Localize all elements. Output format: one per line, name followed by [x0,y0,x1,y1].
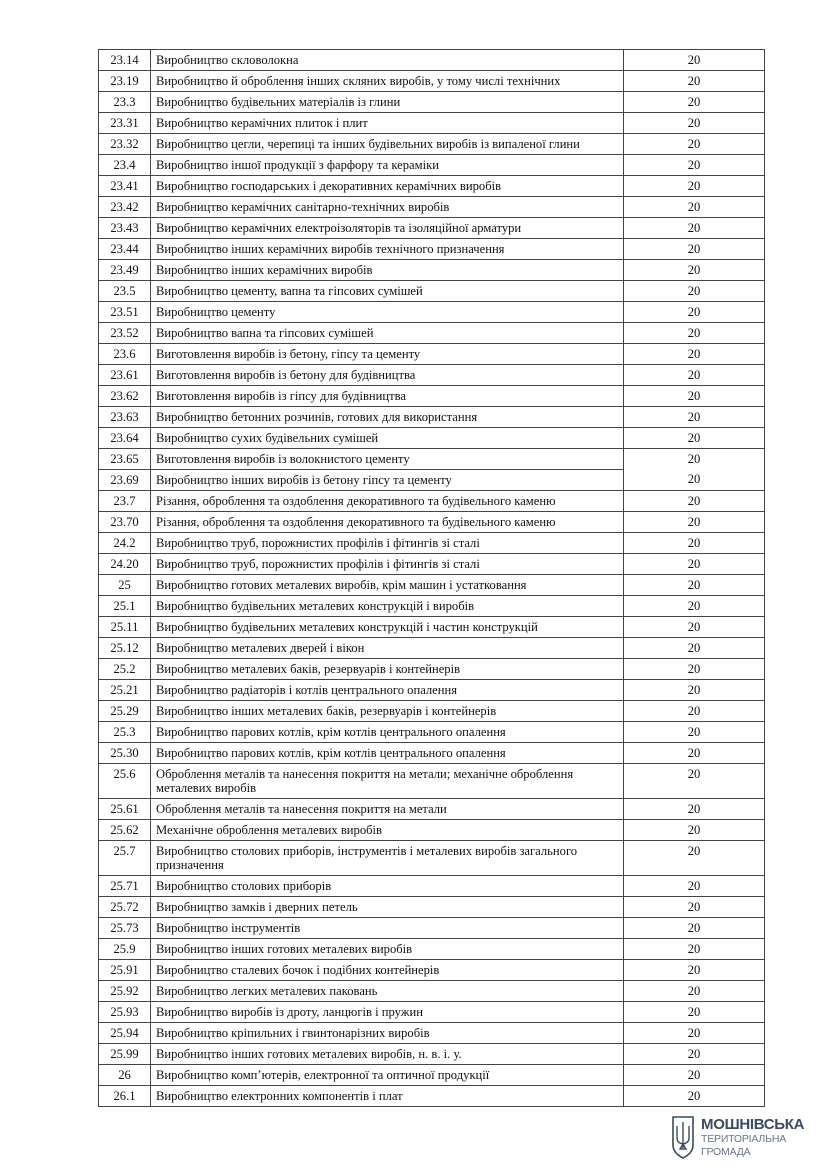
activity-name: Виробництво виробів із дроту, ланцюгів і пружин [151,1002,624,1023]
activity-name: Виробництво інших металевих баків, резервуарів і контейнерів [151,701,624,722]
activity-name: Виробництво металевих баків, резервуарів і контейнерів [151,659,624,680]
table-row [99,1086,765,1107]
table-row [99,659,765,680]
activity-name: Виробництво скловолокна [151,50,624,71]
table-row [99,897,765,918]
rate-value: 20 [624,1023,765,1044]
rate-value: 20 [624,218,765,239]
rate-value: 20 [624,386,765,407]
activity-code: 23.43 [99,218,151,239]
activity-code: 23.42 [99,197,151,218]
rate-value: 20 [624,659,765,680]
rate-value: 20 [624,260,765,281]
activity-code: 23.19 [99,71,151,92]
activity-code: 23.61 [99,365,151,386]
rate-value: 20 [624,722,765,743]
activity-code: 25.11 [99,617,151,638]
activity-name: Виробництво іншої продукції з фарфору та кераміки [151,155,624,176]
activity-code: 25.30 [99,743,151,764]
activity-name: Виробництво інших готових металевих виробів, н. в. і. у. [151,1044,624,1065]
table-row [99,743,765,764]
activity-code: 23.64 [99,428,151,449]
table-row [99,512,765,533]
rate-value: 20 [624,134,765,155]
rate-value: 20 [624,1086,765,1107]
table-row [99,50,765,71]
activity-rates-table [98,49,765,1107]
table-row [99,302,765,323]
activity-code: 25.92 [99,981,151,1002]
activity-name: Виготовлення виробів із волокнистого цементу [151,449,624,470]
table-row [99,533,765,554]
rate-value: 20 [624,92,765,113]
rate-value: 20 [624,176,765,197]
activity-name: Різання, оброблення та оздоблення декоративного та будівельного каменю [151,512,624,533]
activity-code: 25.21 [99,680,151,701]
activity-code: 25.1 [99,596,151,617]
logo-subtitle-1: ТЕРИТОРІАЛЬНА [701,1133,786,1145]
activity-name: Виробництво будівельних матеріалів із глини [151,92,624,113]
activity-name: Виробництво столових приборів [151,876,624,897]
activity-name: Виробництво легких металевих паковань [151,981,624,1002]
activity-code: 24.20 [99,554,151,575]
activity-name: Виробництво й оброблення інших скляних виробів, у тому числі технічних [151,71,624,92]
table-row [99,575,765,596]
rate-value: 20 [624,113,765,134]
activity-name: Виробництво керамічних санітарно-технічних виробів [151,197,624,218]
activity-code: 23.52 [99,323,151,344]
rate-value: 20 [624,617,765,638]
rate-value: 20 [624,554,765,575]
activity-code: 23.62 [99,386,151,407]
table-row [99,113,765,134]
activity-name: Виробництво бетонних розчинів, готових для використання [151,407,624,428]
rate-value: 20 [624,197,765,218]
activity-code: 25.94 [99,1023,151,1044]
activity-code: 23.70 [99,512,151,533]
activity-name: Оброблення металів та нанесення покриття на метали [151,799,624,820]
table-row [99,1044,765,1065]
table-row [99,281,765,302]
rate-value: 20 [624,897,765,918]
activity-code: 25.73 [99,918,151,939]
rate-value: 20 [687,472,701,486]
activity-code: 25.2 [99,659,151,680]
table-row [99,939,765,960]
activity-name: Виробництво будівельних металевих конструкцій і частин конструкцій [151,617,624,638]
table-row [99,701,765,722]
activity-name: Виготовлення виробів із бетону, гіпсу та цементу [151,344,624,365]
rate-value: 20 [624,918,765,939]
activity-name: Різання, оброблення та оздоблення декоративного та будівельного каменю [151,491,624,512]
activity-code: 25.99 [99,1044,151,1065]
activity-name: Виробництво цементу, вапна та гіпсових сумішей [151,281,624,302]
activity-code: 23.3 [99,92,151,113]
table-row [99,918,765,939]
activity-code: 23.44 [99,239,151,260]
rate-value: 20 [624,596,765,617]
activity-code: 25.29 [99,701,151,722]
rate-value: 20 [624,1002,765,1023]
rate-value: 20 [624,820,765,841]
activity-code: 23.14 [99,50,151,71]
activity-code: 25.9 [99,939,151,960]
rate-value: 20 [624,1065,765,1086]
activity-name: Виробництво парових котлів, крім котлів центрального опалення [151,722,624,743]
rate-value: 20 [624,365,765,386]
logo-title: МОШНІВСЬКА [701,1116,805,1133]
table-body [99,50,765,1107]
activity-name: Виготовлення виробів із гіпсу для будівництва [151,386,624,407]
rate-value: 20 [624,491,765,512]
activity-code: 23.5 [99,281,151,302]
table-row [99,876,765,897]
table-row [99,197,765,218]
activity-name: Виробництво радіаторів і котлів центрального опалення [151,680,624,701]
table-row [99,799,765,820]
rate-value: 20 [624,323,765,344]
table-row [99,1065,765,1086]
rate-value: 20 [624,50,765,71]
table-row [99,218,765,239]
activity-name: Виробництво столових приборів, інструментів і металевих виробів загального призначення [151,841,624,876]
table-row [99,365,765,386]
table-row [99,176,765,197]
table-row [99,680,765,701]
activity-code: 25.71 [99,876,151,897]
table-row [99,764,765,799]
activity-name: Виробництво кріпильних і гвинтонарізних виробів [151,1023,624,1044]
activity-code: 25.72 [99,897,151,918]
activity-code: 23.32 [99,134,151,155]
activity-name: Виробництво замків і дверних петель [151,897,624,918]
activity-name: Виробництво вапна та гіпсових сумішей [151,323,624,344]
activity-name: Виробництво інструментів [151,918,624,939]
table-row [99,155,765,176]
activity-code: 25.62 [99,820,151,841]
activity-name: Виробництво інших готових металевих виробів [151,939,624,960]
table-row [99,960,765,981]
activity-code: 25.93 [99,1002,151,1023]
activity-name: Виробництво комп’ютерів, електронної та оптичної продукції [151,1065,624,1086]
table-row [99,134,765,155]
activity-code: 25.91 [99,960,151,981]
rate-value: 20 [624,764,765,799]
community-logo [670,1115,810,1163]
activity-name: Виробництво інших виробів із бетону гіпсу та цементу [151,470,624,491]
activity-name: Виробництво цегли, черепиці та інших будівельних виробів із випаленої глини [151,134,624,155]
activity-name: Виробництво керамічних плиток і плит [151,113,624,134]
rate-value: 20 [624,841,765,876]
activity-name: Виробництво парових котлів, крім котлів центрального опалення [151,743,624,764]
activity-name: Механічне оброблення металевих виробів [151,820,624,841]
activity-name: Виробництво труб, порожнистих профілів і фітингів зі сталі [151,554,624,575]
activity-name: Виготовлення виробів із бетону для будівництва [151,365,624,386]
rate-value: 20 [624,799,765,820]
table-row [99,491,765,512]
table-row [99,554,765,575]
activity-name: Виробництво сталевих бочок і подібних контейнерів [151,960,624,981]
rate-cell [624,449,765,491]
rate-value: 20 [624,743,765,764]
rate-value: 20 [624,281,765,302]
rate-value: 20 [624,344,765,365]
activity-name: Виробництво керамічних електроізоляторів та ізоляційної арматури [151,218,624,239]
activity-code: 25.7 [99,841,151,876]
activity-code: 24.2 [99,533,151,554]
activity-name: Оброблення металів та нанесення покриття на метали; механічне оброблення металевих виробів [151,764,624,799]
table-row [99,407,765,428]
activity-code: 23.7 [99,491,151,512]
table-row [99,344,765,365]
activity-code: 23.49 [99,260,151,281]
rate-value: 20 [624,428,765,449]
activity-code: 23.6 [99,344,151,365]
rate-value: 20 [624,512,765,533]
activity-name: Виробництво цементу [151,302,624,323]
table-row [99,71,765,92]
rate-value: 20 [624,302,765,323]
rate-value: 20 [624,680,765,701]
activity-code: 23.63 [99,407,151,428]
activity-code: 25.3 [99,722,151,743]
activity-code: 26.1 [99,1086,151,1107]
table-row [99,638,765,659]
activity-code: 25 [99,575,151,596]
activity-code: 23.4 [99,155,151,176]
activity-code: 25.61 [99,799,151,820]
table-row [99,841,765,876]
table-row [99,596,765,617]
table-row [99,1023,765,1044]
table-row [99,428,765,449]
table-row [99,722,765,743]
activity-code: 23.41 [99,176,151,197]
rate-value: 20 [624,939,765,960]
rate-value: 20 [624,876,765,897]
rate-value: 20 [624,981,765,1002]
activity-code: 25.6 [99,764,151,799]
rate-value: 20 [624,575,765,596]
activity-name: Виробництво господарських і декоративних керамічних виробів [151,176,624,197]
activity-name: Виробництво сухих будівельних сумішей [151,428,624,449]
table-row [99,981,765,1002]
logo-subtitle-2: ГРОМАДА [701,1146,751,1158]
activity-code: 23.69 [99,470,151,491]
table-row [99,820,765,841]
activity-code: 23.51 [99,302,151,323]
activity-code: 25.12 [99,638,151,659]
rate-value: 20 [687,452,701,466]
rate-value: 20 [624,533,765,554]
table-row [99,449,765,470]
activity-name: Виробництво інших керамічних виробів технічного призначення [151,239,624,260]
table-row [99,617,765,638]
activity-name: Виробництво інших керамічних виробів [151,260,624,281]
rate-value: 20 [624,407,765,428]
table-row [99,239,765,260]
activity-code: 26 [99,1065,151,1086]
table-row [99,260,765,281]
activity-name: Виробництво електронних компонентів і плат [151,1086,624,1107]
table-row [99,92,765,113]
rate-value: 20 [624,960,765,981]
table-row [99,1002,765,1023]
rate-value: 20 [624,638,765,659]
activity-code: 23.31 [99,113,151,134]
rate-value: 20 [624,155,765,176]
trident-emblem-icon [670,1115,696,1159]
rate-value: 20 [624,701,765,722]
activity-name: Виробництво будівельних металевих конструкцій і виробів [151,596,624,617]
activity-name: Виробництво труб, порожнистих профілів і фітингів зі сталі [151,533,624,554]
table-row [99,323,765,344]
activity-code: 23.65 [99,449,151,470]
activity-name: Виробництво готових металевих виробів, крім машин і устатковання [151,575,624,596]
rate-value: 20 [624,71,765,92]
rate-value: 20 [624,1044,765,1065]
activity-name: Виробництво металевих дверей і вікон [151,638,624,659]
rate-value: 20 [624,239,765,260]
table-row [99,386,765,407]
